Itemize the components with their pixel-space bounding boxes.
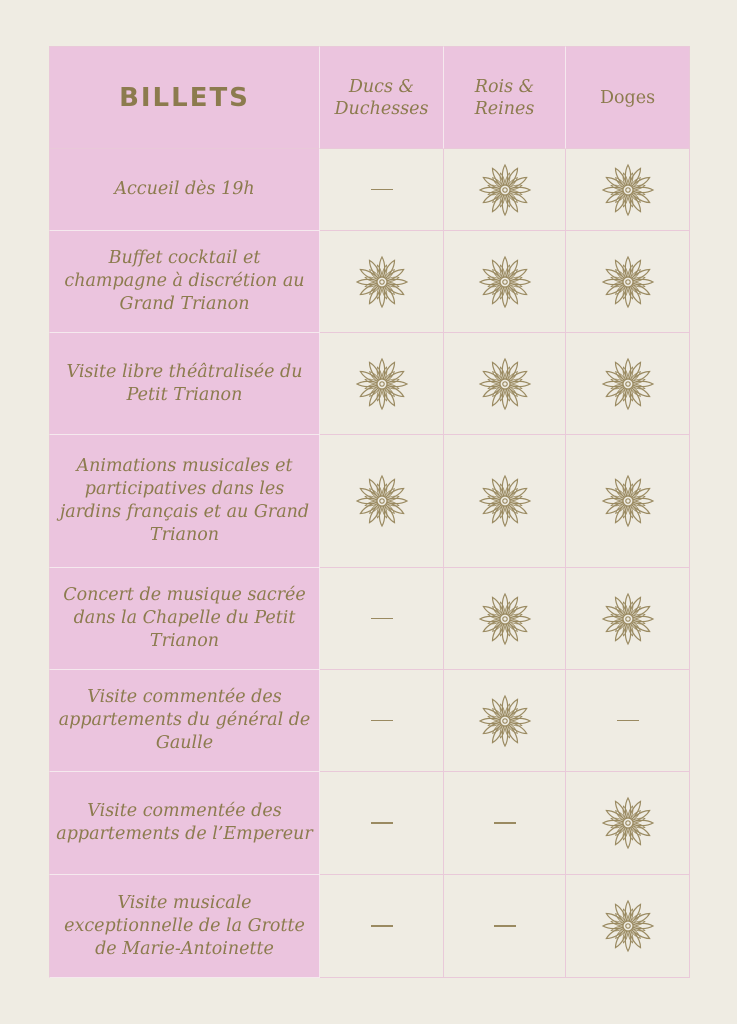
- table-cell: [320, 875, 444, 978]
- dash-icon: [371, 618, 393, 619]
- table-cell: [320, 568, 444, 670]
- table-cell: [566, 333, 690, 435]
- column-header-ducs: [320, 46, 444, 149]
- table-cell: [444, 568, 566, 670]
- flower-icon: [476, 355, 534, 413]
- column-header-label: Ducs & Duchesses: [334, 76, 429, 119]
- flower-icon: [476, 590, 534, 648]
- table-cell: [320, 149, 444, 231]
- table-cell: [566, 568, 690, 670]
- table-cell: [320, 772, 444, 875]
- table-title: BILLETS: [119, 82, 250, 113]
- row-label-cell: [49, 231, 320, 333]
- column-header-doges: [566, 46, 690, 149]
- row-label: Buffet cocktail et champagne à discrétion au Grand Trianon: [64, 248, 305, 314]
- table-cell: [566, 435, 690, 568]
- flower-icon: [353, 355, 411, 413]
- flower-icon: [476, 161, 534, 219]
- row-label: Visite libre théâtralisée du Petit Trianon: [66, 361, 303, 405]
- row-label: Concert de musique sacrée dans la Chapelle du Petit Trianon: [63, 585, 306, 651]
- dash-icon: [617, 720, 639, 721]
- row-label-cell: [49, 149, 320, 231]
- ticket-comparison-table: [49, 46, 690, 978]
- flower-icon: [353, 472, 411, 530]
- row-label: Accueil dès 19h: [114, 179, 255, 199]
- row-label-cell: [49, 772, 320, 875]
- table-cell: [320, 231, 444, 333]
- flower-icon: [599, 472, 657, 530]
- column-header-rois: [444, 46, 566, 149]
- row-label-cell: [49, 670, 320, 772]
- table-cell: [566, 149, 690, 231]
- table-cell: [444, 149, 566, 231]
- table-cell: [566, 231, 690, 333]
- column-header-label: Doges: [599, 87, 656, 108]
- table-cell: [444, 875, 566, 978]
- table-cell: [444, 772, 566, 875]
- dash-icon: [371, 720, 393, 721]
- flower-icon: [599, 590, 657, 648]
- flower-icon: [599, 355, 657, 413]
- table-cell: [320, 333, 444, 435]
- row-label: Visite commentée des appartements de l’Empereur: [56, 801, 313, 844]
- flower-icon: [353, 253, 411, 311]
- table-cell: [444, 333, 566, 435]
- flower-icon: [599, 161, 657, 219]
- table-cell: [444, 670, 566, 772]
- dash-icon: [494, 925, 516, 926]
- row-label-cell: [49, 875, 320, 978]
- row-label: Animations musicales et participatives dans les jardins français et au Grand Trianon: [59, 456, 310, 545]
- flower-icon: [476, 253, 534, 311]
- flower-icon: [476, 472, 534, 530]
- row-label-cell: [49, 435, 320, 568]
- flower-icon: [599, 794, 657, 852]
- table-cell: [566, 875, 690, 978]
- row-label: Visite commentée des appartements du général de Gaulle: [58, 687, 311, 753]
- flower-icon: [599, 253, 657, 311]
- column-header-label: Rois & Reines: [474, 76, 535, 119]
- table-cell: [566, 670, 690, 772]
- dash-icon: [371, 925, 393, 926]
- row-label-cell: [49, 333, 320, 435]
- flower-icon: [599, 897, 657, 955]
- flower-icon: [476, 692, 534, 750]
- dash-icon: [494, 822, 516, 823]
- row-label-cell: [49, 568, 320, 670]
- table-cell: [444, 231, 566, 333]
- dash-icon: [371, 189, 393, 190]
- table-cell: [566, 772, 690, 875]
- dash-icon: [371, 822, 393, 823]
- table-cell: [444, 435, 566, 568]
- table-cell: [320, 670, 444, 772]
- table-cell: [320, 435, 444, 568]
- table-title-cell: [49, 46, 320, 149]
- row-label: Visite musicale exceptionnelle de la Grotte de Marie-Antoinette: [64, 892, 305, 959]
